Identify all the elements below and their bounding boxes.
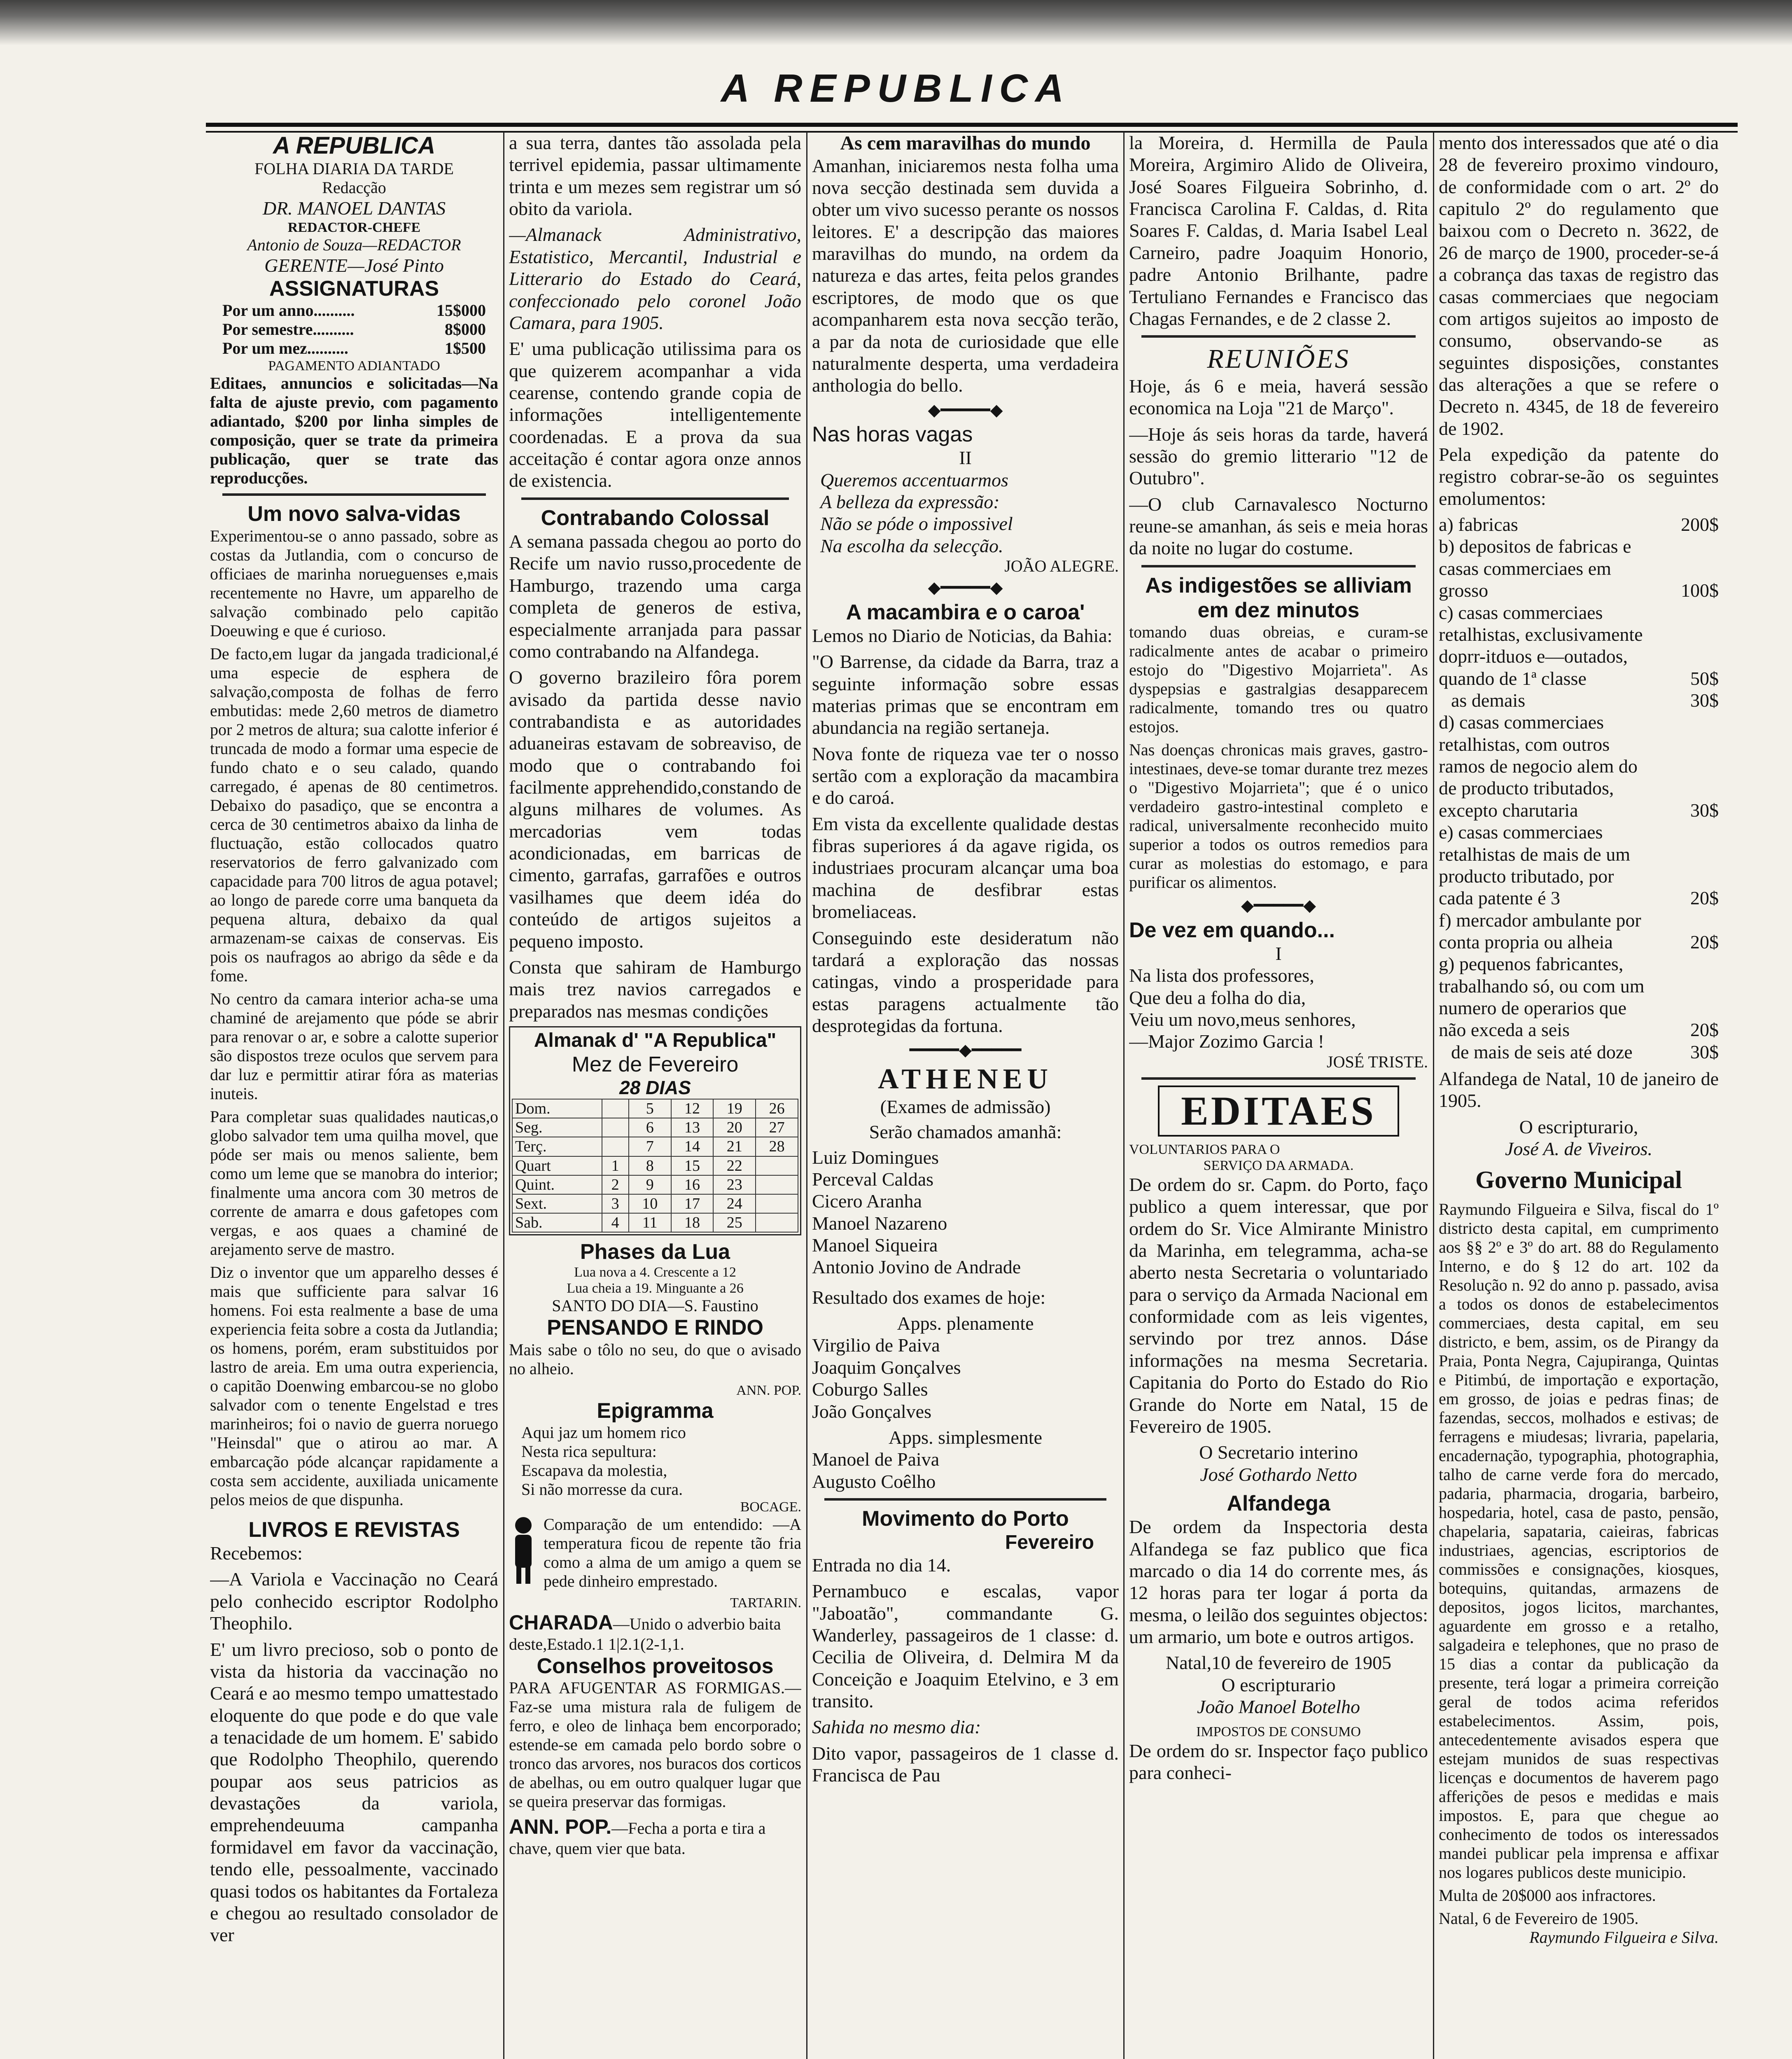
- list-item: Luiz Domingues: [812, 1146, 939, 1168]
- fee-row: de mais de seis até doze 30$: [1451, 1041, 1719, 1062]
- verse-signature: JOSÉ TRISTE.: [1327, 1052, 1428, 1071]
- voluntarios-heading: VOLUNTARIOS PARA O: [1129, 1142, 1280, 1157]
- pensando-title: PENSANDO E RINDO: [547, 1316, 763, 1340]
- paper-director: DR. MANOEL DANTAS: [262, 198, 446, 219]
- pensando-text: Mais sabe o tôlo no seu, do que o avisado no alheio.: [509, 1340, 801, 1378]
- almanac-title: Almanak d' "A Republica": [534, 1029, 777, 1051]
- list-item: Cicero Aranha: [812, 1191, 922, 1212]
- fee-row: g) pequenos fabricantes, trabalhando só, ou com um numero de operarios que não exceda a seis 20$: [1439, 953, 1719, 1041]
- column-5: [1439, 132, 1719, 2059]
- subscription-row: Por um anno.......... 15$000: [222, 301, 486, 320]
- article-paragraph: Amanhan, iniciaremos nesta folha uma nova secção destinada sem duvida a obter um vivo sucesso perante os nossos leitores. E' a descripção das maiores maravilhas do mundo, na ordem da natureza e das artes, feita pelos grandes escriptores, de modo que os que acompanharem esta nova secção terão, a par da nota de curiosidade que elle naturalmente desperta, uma verdadeira anthologia do bello.: [812, 155, 1119, 396]
- article-paragraph: Conseguindo este desideratum não tardará a exploração das nossas catingas, vindo a prosperidade para estas paragens actualmente tão desprotegidas da fortuna.: [812, 927, 1119, 1036]
- column-divider: [806, 132, 807, 2059]
- paper-subtitle: FOLHA DIARIA DA TARDE: [254, 159, 454, 178]
- fee-row: d) casas commerciaes retalhistas, com outros ramos de negocio alem do de producto tributados, excepto charutaria 30$: [1439, 712, 1719, 821]
- comparison-block: [509, 1515, 801, 1595]
- ornament-divider: ━━━━━◆━━━━━: [909, 1041, 1022, 1060]
- governo-signature: Raymundo Filgueira e Silva.: [1529, 1928, 1719, 1947]
- alfandega-date: Natal,10 de fevereiro de 1905: [1166, 1652, 1391, 1674]
- alfandega-title: Alfandega: [1227, 1492, 1330, 1515]
- names-list: [812, 1146, 1119, 1278]
- atheneu-title: ATHENEU: [878, 1063, 1053, 1095]
- column-divider: [1123, 132, 1125, 2059]
- epigram-signature: BOCAGE.: [740, 1499, 801, 1515]
- article-paragraph: Hoje, ás 6 e meia, haverá sessão economica na Loja "21 de Março".: [1129, 375, 1428, 419]
- paper-title: A REPUBLICA: [273, 132, 436, 159]
- section-rule: [1141, 565, 1416, 567]
- ornament-divider: ◆━━━━━◆: [928, 578, 1003, 597]
- list-item: Perceval Caldas: [812, 1168, 934, 1190]
- ornament-divider: ◆━━━━━◆: [1241, 896, 1316, 915]
- column-divider: [503, 132, 504, 2059]
- article-paragraph: Nas doenças chronicas mais graves, gastro-intestinaes, deve-se tomar durante trez mezes o "Digestivo Mojarrieta"; que é o unico verdadeiro gastro-intestinal completo e radical, universalmente reconhecido muito superior a todos os outros remedios para curar as molestias do estomago, e para purificar os alimentos.: [1129, 740, 1428, 892]
- article-title-salva-vidas: Um novo salva-vidas: [247, 502, 461, 526]
- calendar-row: Sab. 4 11 18 25: [512, 1213, 798, 1232]
- article-paragraph: Consta que sahiram de Hamburgo mais trez navios carregados e preparados nas mesmas condições: [509, 956, 801, 1022]
- payment-note: PAGAMENTO ADIANTADO: [268, 358, 440, 374]
- calendar-row: Quint. 2 9 16 23: [512, 1175, 798, 1194]
- article-paragraph: "O Barrense, da cidade da Barra, traz a seguinte informação sobre essas materias primas que se encontram em abundancia na região sertaneja.: [812, 651, 1119, 738]
- governo-municipal-title: Governo Municipal: [1475, 1166, 1682, 1193]
- reunioes-title: REUNIÕES: [1207, 344, 1350, 374]
- article-paragraph: E' uma publicação utilissima para os que quizerem acompanhar a vida cearense, contendo grande copia de informações intelligentemente coordenadas. E a prova da sua acceitação é contar agora onze annos de existencia.: [509, 338, 801, 491]
- column-3: [812, 132, 1119, 2059]
- signature-name: José A. de Viveiros.: [1505, 1138, 1653, 1160]
- signature-name: José Gothardo Netto: [1200, 1464, 1357, 1485]
- fee-row: b) depositos de fabricas e casas commerciaes em grosso 100$: [1439, 536, 1719, 601]
- results-intro: Resultado dos exames de hoje:: [812, 1286, 1046, 1308]
- article-paragraph: —Almanack Administrativo, Estatistico, Mercantil, Industrial e Litterario do Estado do Ceará, confeccionado pelo coronel João Camara, para 1905.: [509, 224, 801, 333]
- verse-block: Na lista dos professores, Que deu a folha do dia, Veiu um novo,meus senhores, —Major Zozimo Garcia !: [1129, 965, 1356, 1052]
- names-list: [812, 1448, 1119, 1492]
- article-paragraph: E' um livro precioso, sob o ponto de vista da historia da vaccinação no Ceará e ao mesmo tempo umattestado eloquente do que pode e do que vale a tenacidade de um homem. E' sabido que Rodolpho Theophilo, querendo poupar aos seus patricios as devastações da variola, emprehendeuuma campanha formidavel em favor da vaccinação, tendo elle, pessoalmente, vaccinado quasi todos os habitantes da Fortaleza e chegou ao resultado consolador de ver: [210, 1639, 498, 1946]
- calendar-row: Seg. 6 13 20 27: [512, 1118, 798, 1137]
- charada-text: —Unido o adverbio baita deste,Estado.1 1|2.1(2-1,1.: [509, 1615, 781, 1653]
- article-paragraph: A semana passada chegou ao porto do Recife um navio russo,procedente de Hamburgo, trazendo uma carga completa de generos de estiva, especialmente arranjada para passar como contrabando na Alfandega.: [509, 531, 801, 662]
- subscription-row: Por semestre.......... 8$000: [222, 320, 486, 339]
- article-paragraph: Pela expedição da patente do registro cobrar-se-ão os seguintes emolumentos:: [1439, 444, 1719, 509]
- article-paragraph: Para completar suas qualidades nauticas,o globo salvador tem uma quilha movel, que póde ser mais ou menos saliente, bem como um leme que se manobra do interior; finalmente uma ancora com 30 metros de corrente de amarra e dous gafetopes com vergas, e aos quaes a chaminé de arejamento serve de mastro.: [210, 1107, 498, 1258]
- article-paragraph: Pernambuco e escalas, vapor "Jaboatão", commandante G. Wanderley, passageiros de 1 classe: d. Cecilia de Oliveira, d. Delmira M da Conceição e Joaquim Etelvino, e 3 em transito.: [812, 1580, 1119, 1712]
- verse-number: II: [959, 447, 972, 469]
- article-paragraph: Multa de 20$000 aos infractores.: [1439, 1886, 1656, 1905]
- impostos-heading: IMPOSTOS DE CONSUMO: [1196, 1724, 1361, 1739]
- calendar-row: Quart 1 8 15 22: [512, 1156, 798, 1175]
- verse-number: I: [1275, 943, 1282, 964]
- masthead: A REPUBLICA: [721, 66, 1071, 110]
- scan-damage-top: [0, 0, 1792, 45]
- article-paragraph: O governo brazileiro fôra porem avisado da partida desse navio contrabandista e as autoridades aduaneiras estavam de sobreaviso, de modo que o contrabando foi facilmente apprehendido,constando de alguns milhares de volumes. As mercadorias vem todas acondicionadas, em barricas de cimento, garrafas, garrafões e outros vasilhames que deem idéa do conteúdo de artigos sujeitos a pequeno imposto.: [509, 667, 801, 952]
- voluntarios-heading-2: SERVIÇO DA ARMADA.: [1203, 1158, 1354, 1173]
- moon-phases-title: Phases da Lua: [580, 1240, 730, 1264]
- paper-redactor: Antonio de Souza—REDACTOR: [247, 235, 461, 254]
- section-rule: [1141, 1077, 1416, 1080]
- column-2: [509, 132, 801, 2059]
- fee-row: e) casas commerciaes retalhistas de mais de um producto tributado, por cada patente é 3 20$: [1439, 822, 1719, 909]
- alfandega-date: Alfandega de Natal, 10 de janeiro de 1905.: [1439, 1068, 1719, 1111]
- verse-signature: JOÃO ALEGRE.: [1004, 557, 1119, 576]
- editais-note: Editaes, annuncios e solicitadas—Na falta de ajuste previo, com pagamento adiantado, $200 por linha simples de composição, quer se trate da primeira publicação, quer se trate das reproducções.: [210, 374, 498, 488]
- governo-date: Natal, 6 de Fevereiro de 1905.: [1439, 1909, 1639, 1928]
- annpop-text: —Fecha a porta e tira a chave, quem vier que bata.: [509, 1819, 766, 1858]
- article-paragraph: Nova fonte de riqueza vae ter o nosso sertão com a exploração da macambira e do caroá.: [812, 743, 1119, 808]
- subscription-row: Por um mez.......... 1$500: [222, 339, 486, 358]
- ornament-divider: ◆━━━━━◆: [928, 400, 1003, 419]
- signature-title: O escripturario,: [1519, 1116, 1638, 1137]
- article-paragraph: De ordem do sr. Capm. do Porto, faço publico a quem interessar, que por ordem do Sr. Vice Almirante Ministro da Marinha, em telegramma, acha-se aberto nesta Secretaria o voluntariado para o serviço da Armada Nacional em conformidade com as leis vigentes, servindo por trez annos. Dáse informações na mesma Secretaria. Capitania do Porto do Estado do Rio Grande do Norte em Natal, 15 de Fevereiro de 1905.: [1129, 1174, 1428, 1437]
- article-paragraph: —A Variola e Vaccinação no Ceará pelo conhecido escriptor Rodolpho Theophilo.: [210, 1569, 498, 1634]
- section-rule: [521, 497, 789, 500]
- article-paragraph: Diz o inventor que um apparelho desses é mais que sufficiente para salvar 16 homens. Foi esta realmente a base de uma experiencia feita sobre a costa da Jutlandia; os homens, porém, eram substituidos por lastro de areia. Em uma outra experiencia, o capitão Doenwing embarcou-se no globo salvador com o tenente Engelstad e tres marinheiros; foi o navio de guerra noruego "Heinsdal" que o atirou ao mar. A embarcação póde alcançar rapidamente a costa sem accidente, auxiliada unicamente pelos meios de que dispunha.: [210, 1263, 498, 1509]
- masthead-rule: [206, 123, 1738, 127]
- article-title-contrabando: Contrabando Colossal: [541, 506, 770, 530]
- charada-title: CHARADA: [509, 1611, 613, 1634]
- atheneu-subtitle: (Exames de admissão): [880, 1096, 1051, 1117]
- section-rule: [1141, 335, 1416, 338]
- list-item: João Gonçalves: [812, 1401, 931, 1422]
- list-item: Manoel de Paiva: [812, 1449, 940, 1470]
- indigestoes-title: As indigestões se alliviam em dez minutos: [1145, 573, 1412, 622]
- almanac-box: [509, 1026, 801, 1235]
- article-paragraph: Em vista da excellente qualidade destas fibras superiores á da agave rigida, os industriaes procuram alcançar uma boa machina de desfibrar estas bromeliaceas.: [812, 813, 1119, 922]
- list-item: Augusto Coêlho: [812, 1471, 936, 1492]
- devez-title: De vez em quando...: [1129, 918, 1335, 942]
- signature-title: O escripturario: [1221, 1674, 1336, 1695]
- calendar-row: Dom. 5 12 19 26: [512, 1099, 798, 1118]
- conselhos-text: PARA AFUGENTAR AS FORMIGAS.—Faz-se uma mistura rala de fuligem de ferro, e oleo de linhaça bem encorporado; estende-se em camada pelo bordo sobre o tronco das arvores, nos buracos dos corticos de abelhas, ou em outro qualquer lugar que se queira preservar das formigas.: [509, 1678, 801, 1811]
- pensando-signature: ANN. POP.: [736, 1382, 801, 1398]
- names-list: [812, 1334, 1119, 1422]
- signature-title: O Secretario interino: [1199, 1442, 1358, 1463]
- column-4: [1129, 132, 1428, 2059]
- paper-manager: GERENTE—José Pinto: [264, 254, 444, 276]
- epigram-title: Epigramma: [597, 1398, 714, 1423]
- article-paragraph: Lemos no Diario de Noticias, da Bahia:: [812, 625, 1113, 646]
- article-paragraph: Recebemos:: [210, 1543, 303, 1564]
- list-item: Antonio Jovino de Andrade: [812, 1256, 1021, 1278]
- article-paragraph: a sua terra, dantes tão assolada pela terrivel epidemia, passar ultimamente trinta e um mezes sem registrar um só obito da variola.: [509, 132, 801, 219]
- column-1: [210, 132, 498, 2059]
- epigram-verse: Aqui jaz um homem rico Nesta rica sepultura: Escapava da molestia, Si não morresse da cura.: [521, 1423, 686, 1499]
- calendar-row: Sext. 3 10 17 24: [512, 1194, 798, 1213]
- article-paragraph: Raymundo Filgueira e Silva, fiscal do 1º districto desta capital, em cumprimento aos §§ 2º e 3º do art. 88 do Regulamento Interno, e do § 12 do art. 102 da Resolução n. 92 do anno p. passado, avisa a todos os donos de estabelecimentos commerciaes, desta capital, em seu districto, e bem, assim, os de Pirangy da Praia, Ponta Negra, Cajupiranga, Quintas e Pitimbú, de importação e exportação, em grosso, de joias e pedras finas; de fazendas, seccos, molhados e estivas; de ferragens e miudesas; livraria, papelaria, encadernação, typographia, photographia, talho de carne verde fora do mercado, padaria, pharmacia, drogaria, barbeiro, hospedaria, hotel, casa de pasto, pensão, chapelaria, sapataria, caieiras, fabricas industriaes, agencias, escriptorios de commissões e consignações, kiosques, botequins, quitandas, armazens de depositos, jogos licitos, marchantes, aguardente em grosso e a retalho, salgadeira e telephones, que no praso de 15 dias a contar da publicação da presente, terá logar a primeira correição geral de todos acima referidos estabelecimentos. Assim, pois, antecedentemente avisados espera que estejam munidos de suas respectivas licenças e documentos de haverem pago afferições de pesos e medidas e mais impostos. E, para que chegue ao conhecimento de todos os interessados mandei publicar pela imprensa e affixar nos logares publicos deste municipio.: [1439, 1200, 1719, 1882]
- results-simplesmente: Apps. simplesmente: [888, 1426, 1043, 1448]
- list-item: Joaquim Gonçalves: [812, 1356, 961, 1378]
- article-paragraph: Entrada no dia 14.: [812, 1554, 951, 1576]
- verse-block: Queremos accentuarmos A belleza da expressão: Não se póde o impossivel Na escolha da selecção.: [820, 469, 1013, 556]
- almanac-days: 28 DIAS: [619, 1076, 691, 1098]
- list-item: Manoel Nazareno: [812, 1212, 947, 1234]
- list-item: Coburgo Salles: [812, 1379, 928, 1400]
- annpop-title: ANN. POP.: [509, 1815, 612, 1839]
- article-paragraph: Sahida no mesmo dia:: [812, 1716, 981, 1738]
- article-paragraph: —Hoje ás seis horas da tarde, haverá sessão do gremio litterario "12 de Outubro".: [1129, 423, 1428, 489]
- article-paragraph: Dito vapor, passageiros de 1 classe d. Francisca de Pau: [812, 1742, 1119, 1786]
- moon-phases-line: Lua nova a 4. Crescente a 12: [574, 1265, 736, 1280]
- list-item: Virgilio de Paiva: [812, 1335, 940, 1356]
- paper-chief-label: REDACTOR-CHEFE: [287, 219, 421, 235]
- article-paragraph: De facto,em lugar da jangada tradicional,é uma especie de esphera de salvação,composta de folhas de ferro embutidas: mede 2,60 metros de diametro por 2 metros de altura; sua calotte inferior é truncada de modo a formar uma especie de fundo chato e o seu calado, quando carregado, é apenas de 80 centimetros. Debaixo do pasadiço, que se encontra a cerca de 30 centimetros abaixo da linha de fluctuação, estão collocados quatro reservatorios de ferro galvanizado com capacidade para 700 litros de agua potavel; ao longo de parede corre uma banqueta da pequena altura, debaixo da qual armazenam-se caixas de conservas. Eis pois os naufragos ao abrigo da sêde e da fome.: [210, 644, 498, 985]
- fees-list: [1439, 514, 1719, 1063]
- article-paragraph: No centro da camara interior acha-se uma chaminé de arejamento que póde se abrir para renovar o ar, e sobre a calotte superior são dispostos treze oculos que servem para dar luz e permittir atirar fóra as materias inuteis.: [210, 989, 498, 1103]
- article-title-macambira: A macambira e o caroa': [846, 600, 1085, 624]
- fee-row: f) mercador ambulante por conta propria ou alheia 20$: [1439, 909, 1719, 952]
- article-paragraph: mento dos interessados que até o dia 28 de fevereiro proximo vindouro, de conformidade com o art. 2º do capitulo 2º do regulamento que baixou com o Decreto n. 3622, de 26 de março de 1900, proceder-se-á a cobrança das taxas de registro das casas commerciaes que negociam com artigos sujeitos ao imposto de consumo, observando-se as seguintes disposições, constantes das alterações a que se refere o Decreto n. 4345, de 18 de fevereiro de 1902.: [1439, 132, 1719, 439]
- calendar-row: Terç. 7 14 21 28: [512, 1137, 798, 1156]
- column-divider: [1433, 132, 1434, 2059]
- atheneu-called: Serão chamados amanhã:: [869, 1121, 1062, 1143]
- article-paragraph: la Moreira, d. Hermilla de Paula Moreira, Argimiro Alido de Oliveira, José Soares Filgueira Sobrinho, d. Francisca Carolina F. Caldas, d. Rita Soares F. Caldas, d. Maria Isabel Leal Carneiro, padre Joaquim Honorio, padre Antonio Brilhante, padre Tertuliano Fernandes e Francisco das Chagas Fernandes, e de 2 classe 2.: [1129, 132, 1428, 329]
- porto-month: Fevereiro: [1005, 1531, 1094, 1554]
- article-title-porto: Movimento do Porto: [862, 1506, 1069, 1531]
- paper-redaction: Redacção: [322, 178, 386, 197]
- figure-silhouette-icon: [509, 1515, 538, 1585]
- article-paragraph: De ordem da Inspectoria desta Alfandega se faz publico que fica marcado o dia 14 do corrente mes, ás 12 horas para ter logar á porta da mesma, o leilão dos seguintes objectos: um armario, um bote e outros artigos.: [1129, 1516, 1428, 1648]
- subscriptions-list: [210, 301, 498, 358]
- article-title-horas-vagas: Nas horas vagas: [812, 423, 973, 447]
- subscriptions-heading: ASSIGNATURAS: [269, 277, 439, 301]
- article-title-maravilhas: As cem maravilhas do mundo: [840, 132, 1091, 154]
- article-paragraph: De ordem do sr. Inspector faço publico para conheci-: [1129, 1740, 1428, 1783]
- signature-name: João Manoel Botelho: [1197, 1696, 1360, 1718]
- article-paragraph: —O club Carnavalesco Nocturno reune-se amanhan, ás seis e meia horas da noite no lugar do costume.: [1129, 493, 1428, 559]
- fee-row: as demais 30$: [1451, 689, 1719, 711]
- almanac-month: Mez de Fevereiro: [572, 1052, 739, 1076]
- saint-of-day: SANTO DO DIA—S. Faustino: [552, 1296, 758, 1315]
- article-paragraph: tomando duas obreias, e curam-se radicalmente antes de acabar o primeiro estojo do "Digestivo Mojarrieta". As dyspepsias e gastralgias desapparecem radicalmente, tomando tres ou quatro estojos.: [1129, 623, 1428, 736]
- comparison-text: Comparação de um entendido: —A temperatura ficou de repente tão fria como a alma de um amigo a quem se pede dinheiro emprestado.: [544, 1515, 801, 1591]
- editaes-title: EDITAES: [1158, 1086, 1399, 1137]
- fee-row: c) casas commerciaes retalhistas, exclusivamente doprr-itduos e—outados, quando de 1ª classe 50$: [1439, 602, 1719, 689]
- section-rule: [824, 1498, 1106, 1501]
- article-title-livros: LIVROS E REVISTAS: [248, 1517, 460, 1542]
- results-plenamente: Apps. plenamente: [897, 1313, 1034, 1334]
- article-paragraph: Experimentou-se o anno passado, sobre as costas da Jutlandia, com o concurso de officiaes de marinha norueguenses e,mais recentemente no Havre, um apparelho de salvação combinado pelo capitão Doeuwing e que é curioso.: [210, 526, 498, 640]
- moon-phases-line: Lua cheia a 19. Minguante a 26: [567, 1281, 744, 1296]
- comparison-signature: TARTARIN.: [730, 1595, 801, 1611]
- fee-row: a) fabricas 200$: [1439, 514, 1719, 535]
- section-rule: [222, 493, 486, 496]
- list-item: Manoel Siqueira: [812, 1235, 938, 1256]
- conselhos-title: Conselhos proveitosos: [537, 1654, 774, 1678]
- calendar-table: [512, 1099, 798, 1233]
